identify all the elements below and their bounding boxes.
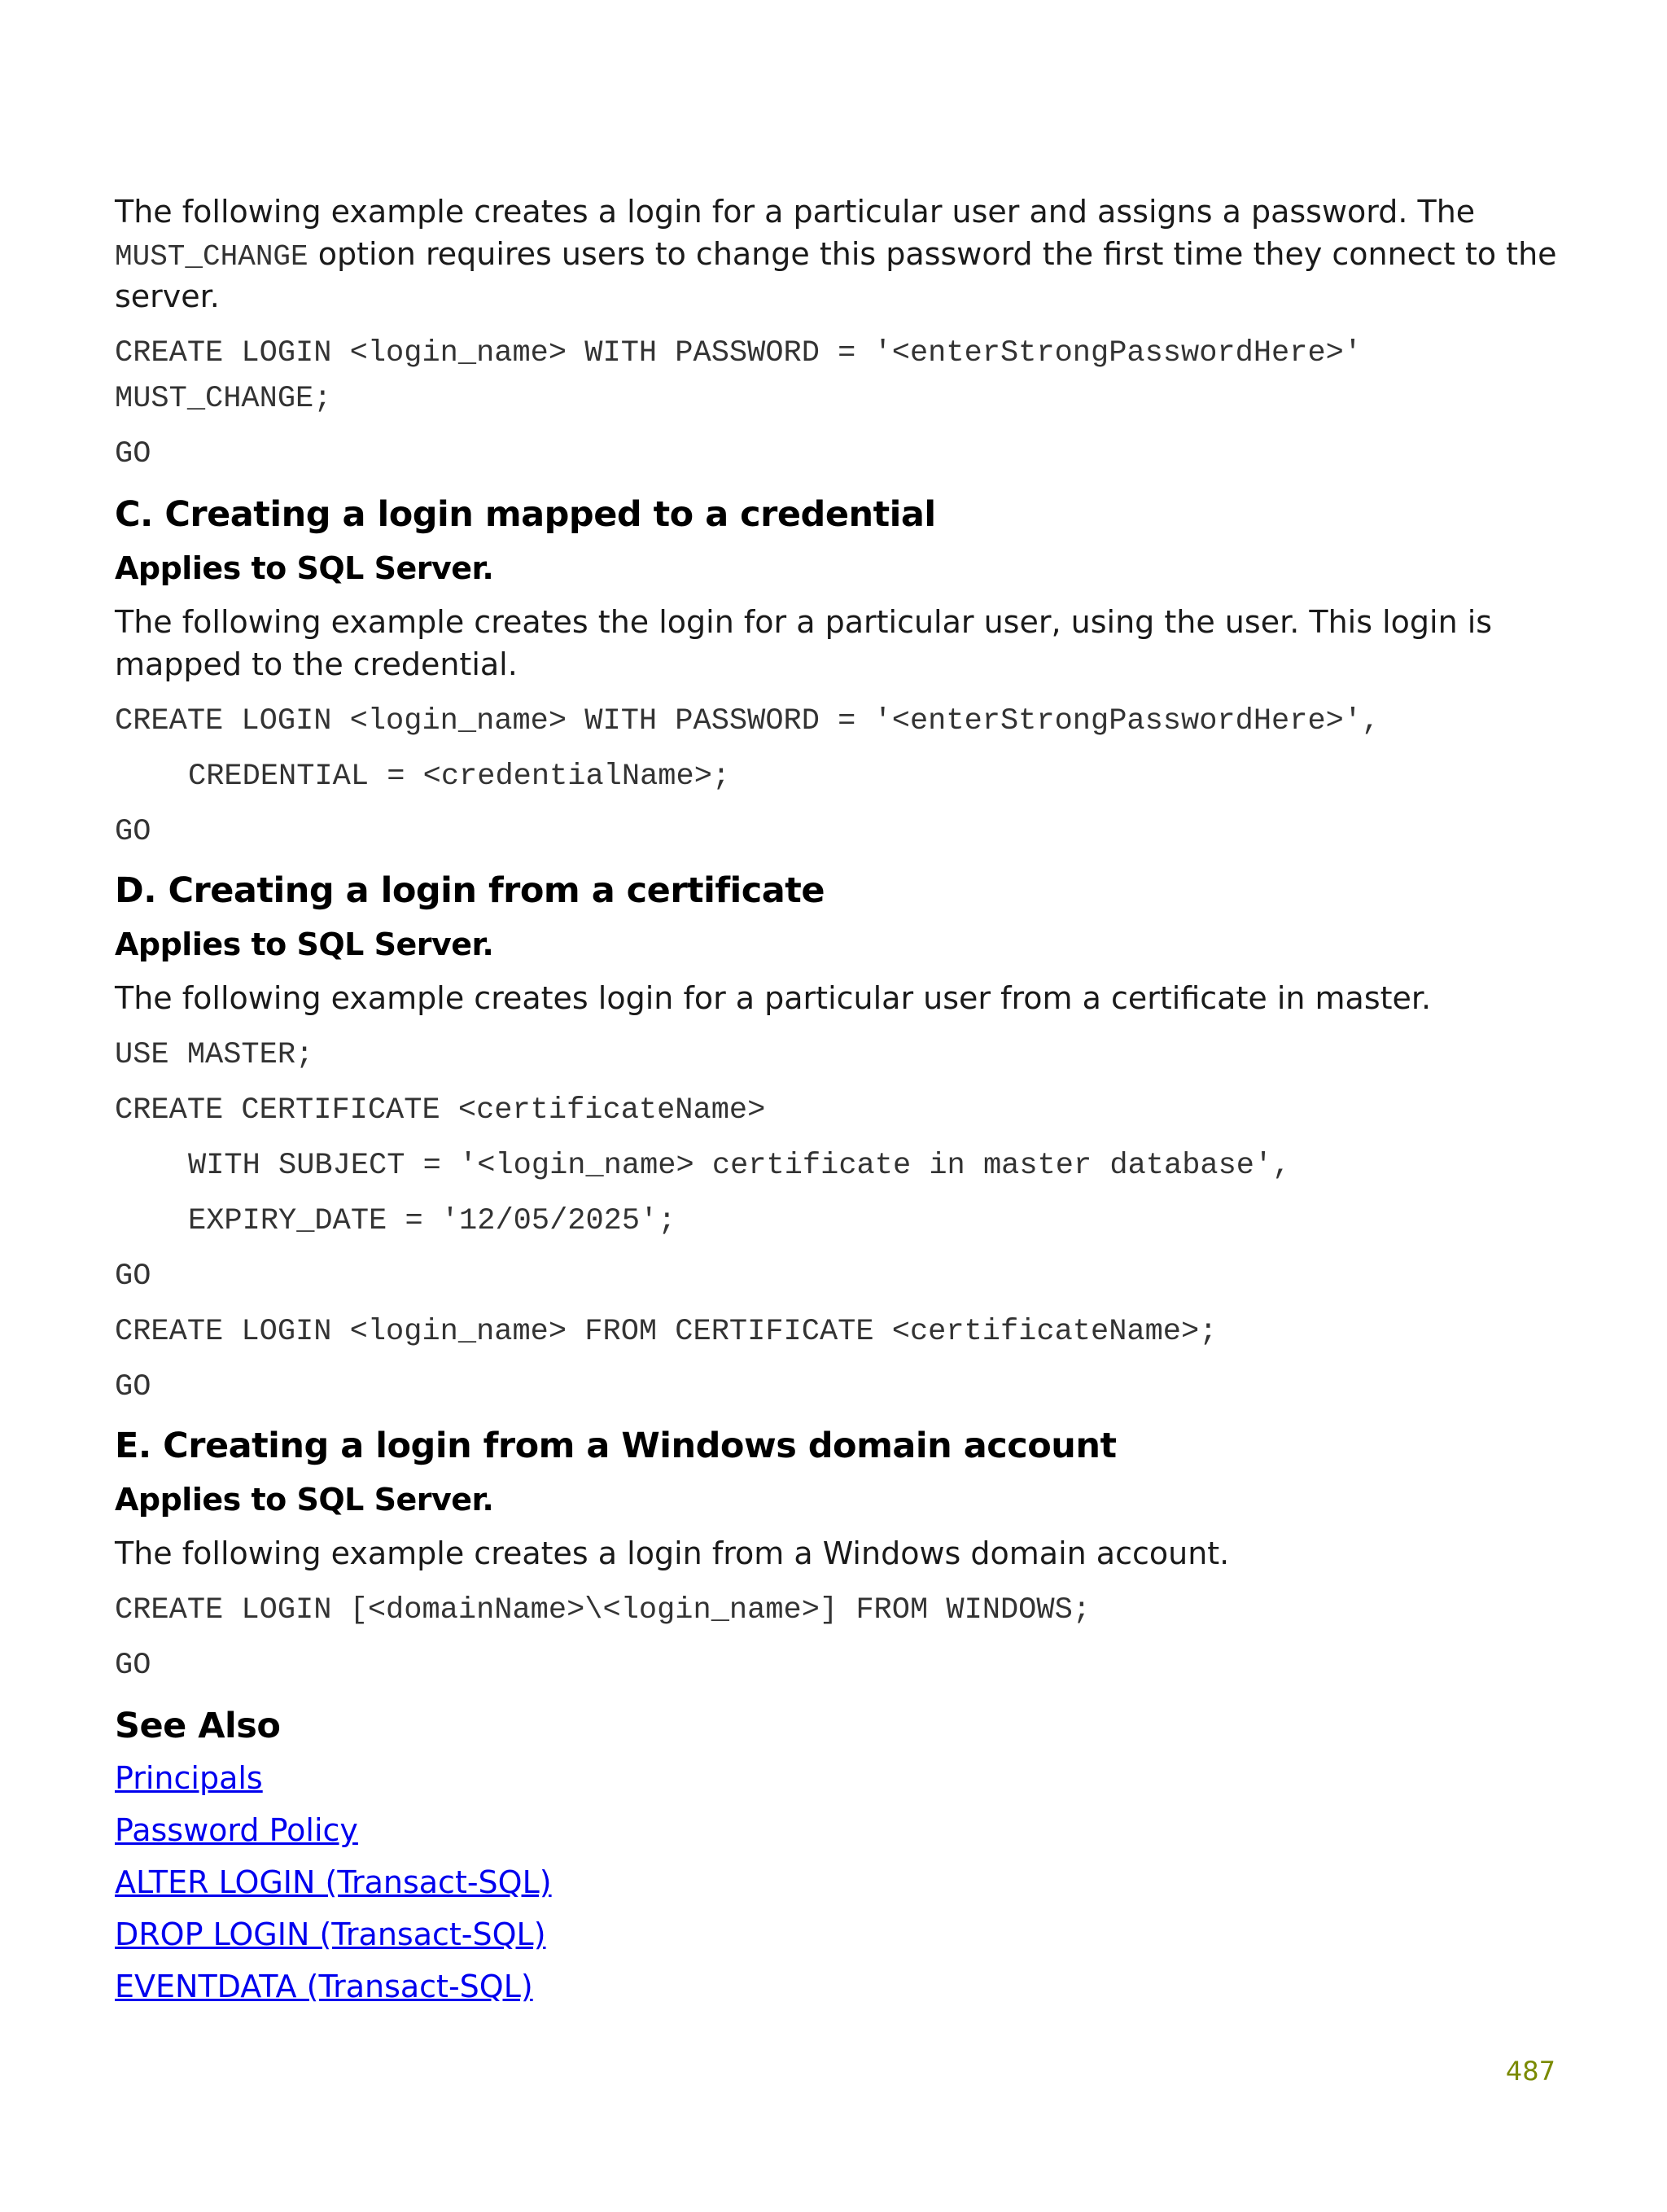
section-d-heading: D. Creating a login from a certificate: [115, 870, 825, 911]
link-drop-login[interactable]: DROP LOGIN (Transact-SQL): [115, 1916, 546, 1952]
code-line: CREATE LOGIN <login_name> WITH PASSWORD = '<enterStrongPasswordHere>': [115, 336, 1363, 370]
code-line: CREATE LOGIN <login_name> WITH PASSWORD = '<enterStrongPasswordHere>',: [115, 704, 1380, 738]
code-line: CREATE LOGIN [<domainName>\<login_name>] FROM WINDOWS;: [115, 1593, 1091, 1627]
section-e-heading: E. Creating a login from a Windows domain account: [115, 1426, 1117, 1466]
code-line: MUST_CHANGE;: [115, 382, 332, 416]
intro-line-3: server.: [115, 278, 220, 314]
code-line: CREDENTIAL = <credentialName>;: [188, 760, 731, 794]
section-c-desc-line-2: mapped to the credential.: [115, 646, 518, 682]
must-change-inline-code: MUST_CHANGE: [115, 240, 308, 274]
section-c-applies: Applies to SQL Server.: [115, 550, 494, 586]
document-page: [115, 0, 1555, 2212]
code-line: GO: [115, 437, 151, 471]
code-line: CREATE LOGIN <login_name> FROM CERTIFICATE <certificateName>;: [115, 1315, 1218, 1349]
code-line: USE MASTER;: [115, 1038, 314, 1072]
link-alter-login[interactable]: ALTER LOGIN (Transact-SQL): [115, 1864, 552, 1900]
intro-line-2-text: option requires users to change this password the first time they connect to the: [308, 236, 1557, 272]
code-line: GO: [115, 1370, 151, 1404]
section-c-heading: C. Creating a login mapped to a credential: [115, 494, 936, 535]
code-line: WITH SUBJECT = '<login_name> certificate in master database',: [188, 1149, 1291, 1183]
link-principals[interactable]: Principals: [115, 1760, 263, 1796]
section-c-desc-line-1: The following example creates the login for a particular user, using the user. This login is: [115, 604, 1493, 640]
code-line: CREATE CERTIFICATE <certificateName>: [115, 1093, 766, 1128]
section-e-applies: Applies to SQL Server.: [115, 1482, 494, 1518]
intro-line-2: [115, 233, 1555, 278]
section-d-applies: Applies to SQL Server.: [115, 926, 494, 962]
section-d-desc: The following example creates login for a particular user from a certificate in master.: [115, 980, 1432, 1016]
intro-line-1: The following example creates a login for a particular user and assigns a password. The: [115, 194, 1476, 230]
code-line: GO: [115, 1259, 151, 1294]
see-also-heading: See Also: [115, 1706, 281, 1746]
code-line: GO: [115, 1649, 151, 1683]
code-line: EXPIRY_DATE = '12/05/2025';: [188, 1204, 676, 1238]
link-eventdata[interactable]: EVENTDATA (Transact-SQL): [115, 1969, 533, 2004]
section-e-desc: The following example creates a login from a Windows domain account.: [115, 1535, 1230, 1571]
code-line: GO: [115, 815, 151, 849]
page-number: 487: [1505, 2056, 1555, 2087]
link-password-policy[interactable]: Password Policy: [115, 1812, 358, 1848]
